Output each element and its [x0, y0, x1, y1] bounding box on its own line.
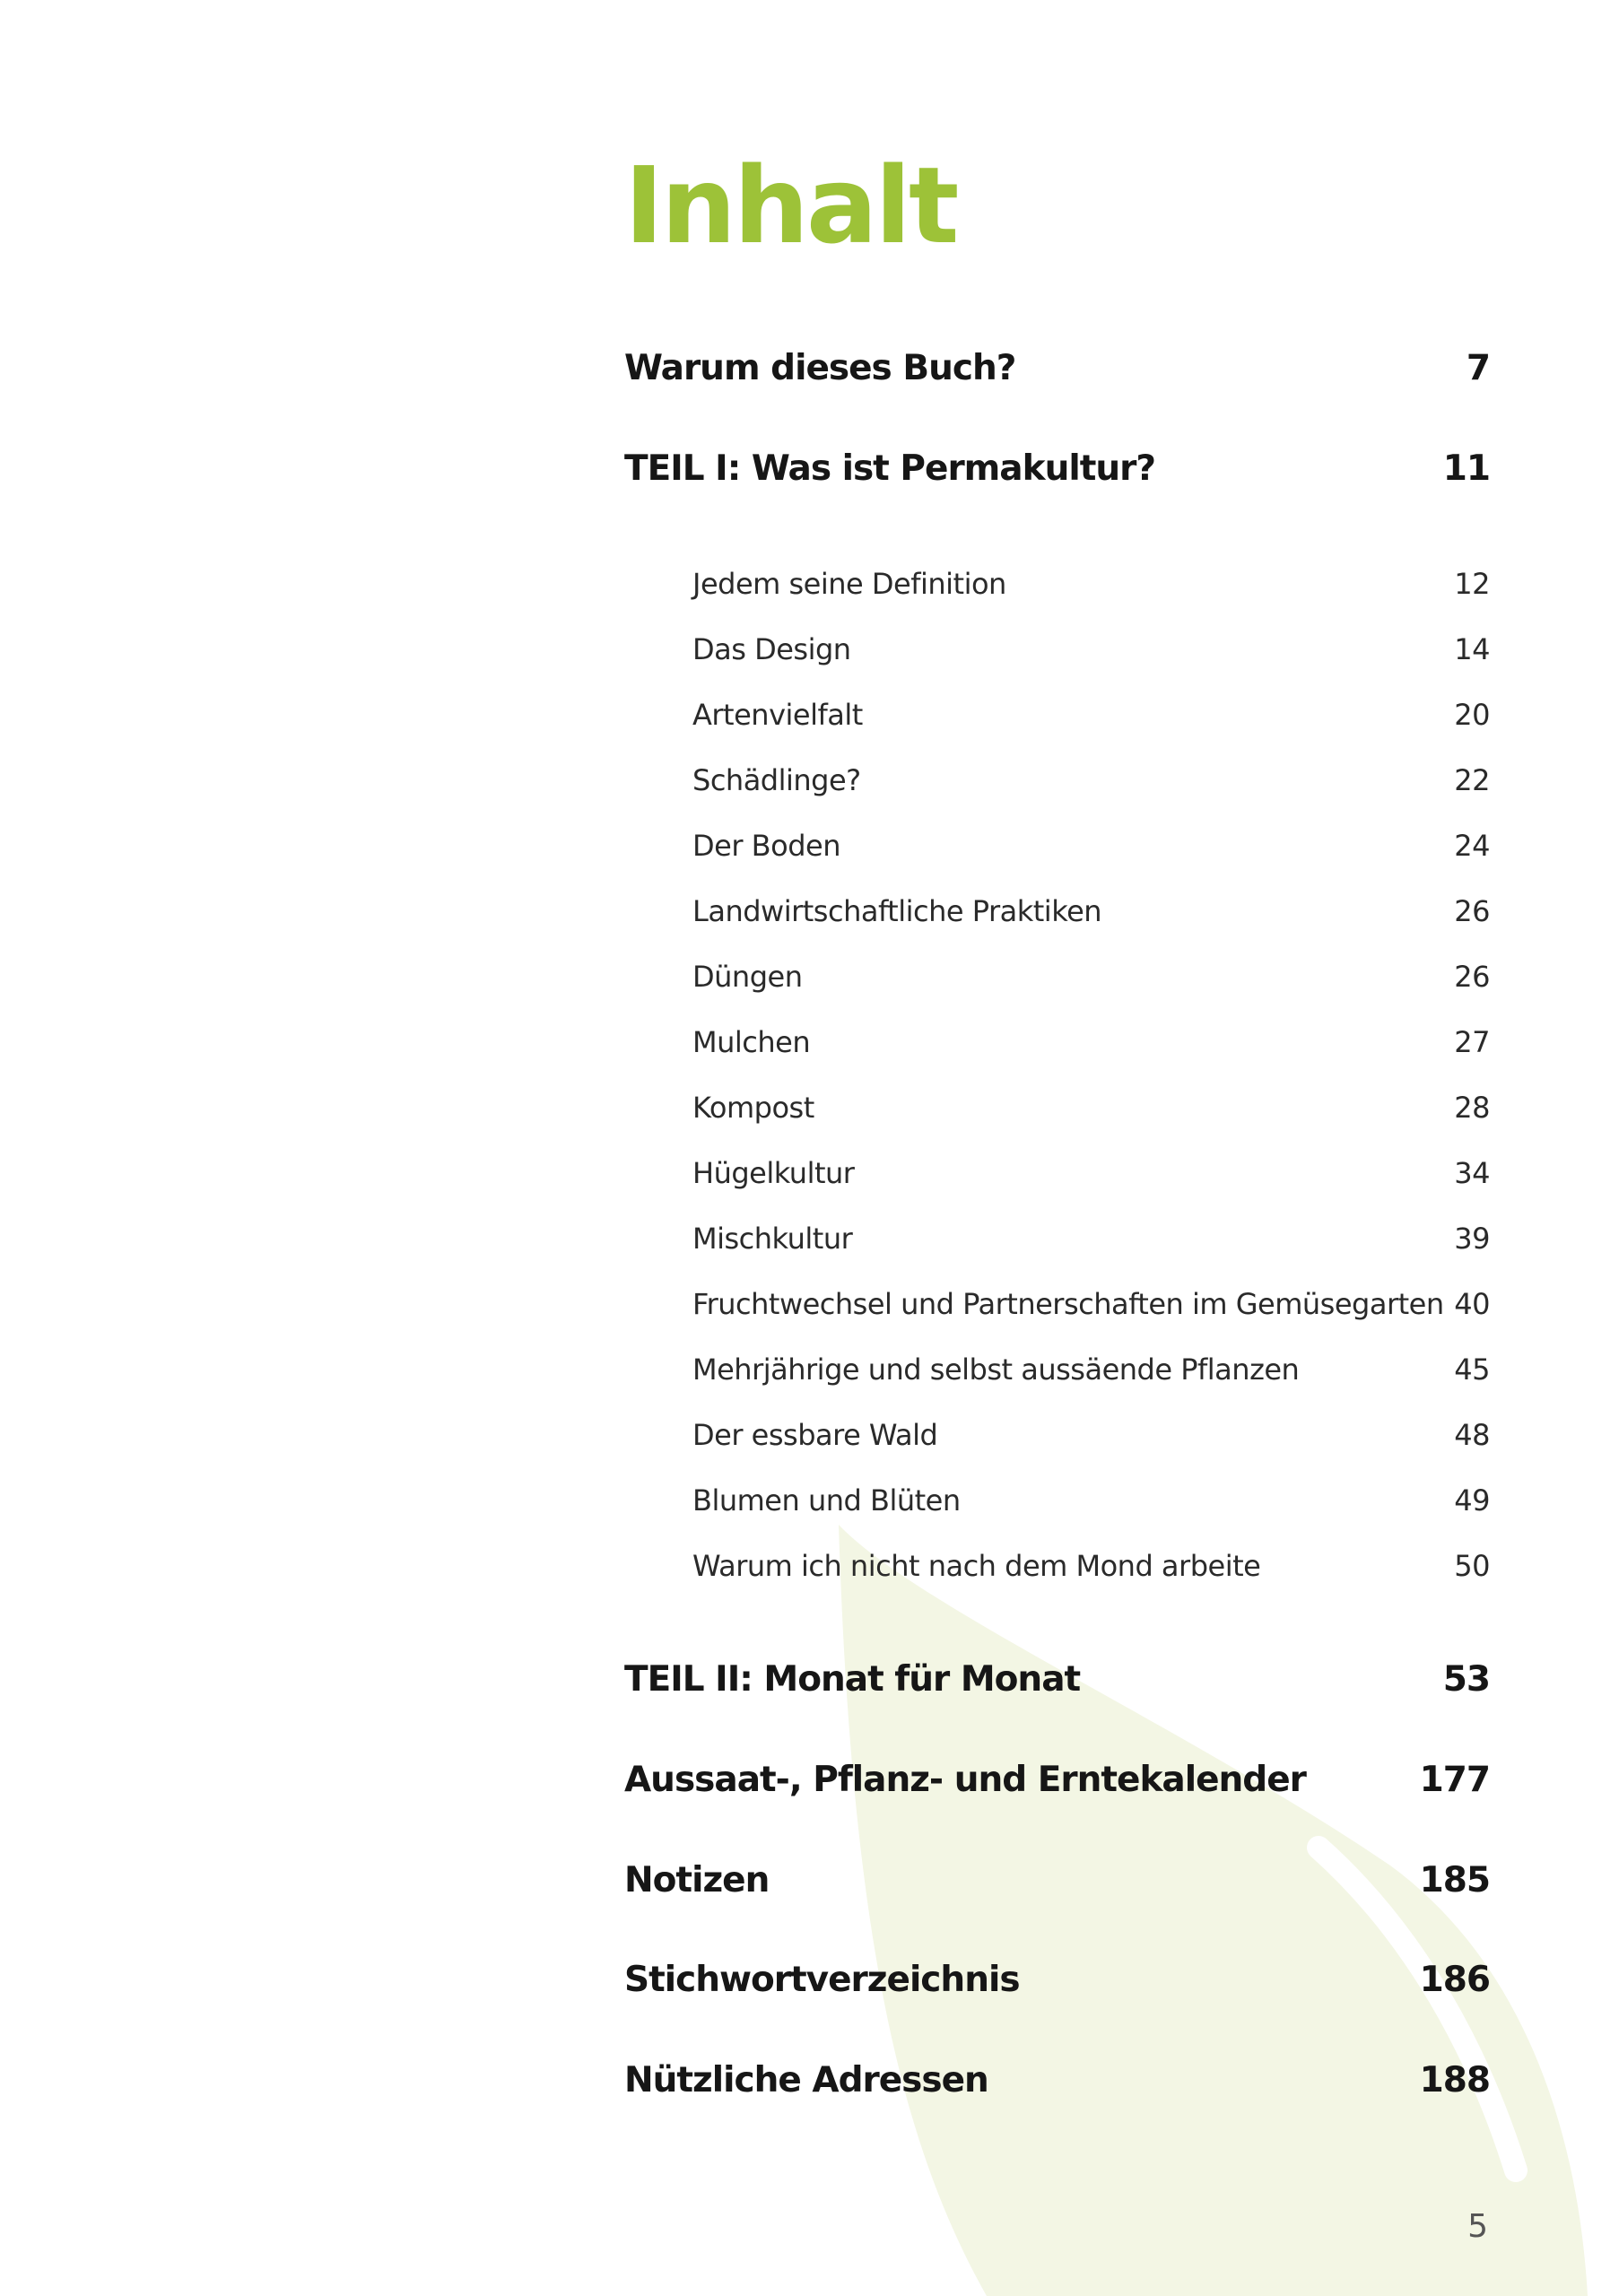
- toc-subentry-label: Schädlinge?: [692, 763, 861, 797]
- toc-subentry[interactable]: [692, 960, 1490, 994]
- toc-subentry-page: 26: [1454, 960, 1490, 994]
- toc-subentry[interactable]: [692, 567, 1490, 601]
- toc-subentry[interactable]: [692, 894, 1490, 928]
- toc-subentry-page: 24: [1454, 829, 1490, 863]
- toc-subentry-page: 34: [1454, 1156, 1490, 1190]
- toc-subentry[interactable]: [692, 1418, 1490, 1452]
- toc-subentry-page: 48: [1454, 1418, 1490, 1452]
- toc-entry-label: TEIL II: Monat für Monat: [624, 1659, 1081, 1700]
- toc-subentry-label: Landwirtschaftliche Praktiken: [692, 894, 1102, 928]
- toc-entry-part1[interactable]: [624, 448, 1490, 489]
- toc-subentry-page: 26: [1454, 894, 1490, 928]
- toc-subentry-label: Der essbare Wald: [692, 1418, 938, 1452]
- page-number: 5: [1467, 2208, 1488, 2245]
- toc-subentry[interactable]: [692, 1287, 1490, 1321]
- toc-subentry-label: Mulchen: [692, 1025, 811, 1059]
- toc-entry-addresses[interactable]: [624, 2060, 1490, 2100]
- page-title: Inhalt: [624, 144, 957, 267]
- toc-subentry-page: 27: [1454, 1025, 1490, 1059]
- toc-subentry-page: 12: [1454, 567, 1490, 601]
- toc-subentry-label: Mischkultur: [692, 1222, 853, 1256]
- toc-entry-label: Stichwortverzeichnis: [624, 1960, 1020, 2000]
- toc-entry-calendar[interactable]: [624, 1760, 1490, 1800]
- toc-subentry-page: 14: [1454, 632, 1490, 666]
- toc-subentry[interactable]: [692, 1549, 1490, 1583]
- toc-entry-page: 53: [1442, 1659, 1490, 1700]
- toc-subentry[interactable]: [692, 829, 1490, 863]
- toc-subentry[interactable]: [692, 1025, 1490, 1059]
- toc-subentry-page: 20: [1454, 698, 1490, 732]
- toc-entry-index[interactable]: [624, 1960, 1490, 2000]
- toc-subentry-label: Mehrjährige und selbst aussäende Pflanzen: [692, 1352, 1300, 1387]
- toc-subentry-label: Blumen und Blüten: [692, 1483, 961, 1518]
- toc-entry-page: 11: [1442, 448, 1490, 489]
- toc-entry-label: Notizen: [624, 1860, 770, 1900]
- toc-entry-page: 177: [1419, 1760, 1490, 1800]
- toc-subentry-label: Hügelkultur: [692, 1156, 855, 1190]
- toc-entry-label: Warum dieses Buch?: [624, 348, 1016, 388]
- toc-subentry-page: 39: [1454, 1222, 1490, 1256]
- toc-subentry[interactable]: [692, 763, 1490, 797]
- toc-entry-label: Nützliche Adressen: [624, 2060, 988, 2100]
- toc-subentry-page: 28: [1454, 1091, 1490, 1125]
- toc-entry-page: 7: [1466, 348, 1490, 388]
- toc-entry-page: 186: [1419, 1960, 1490, 2000]
- toc-subentry-label: Artenvielfalt: [692, 698, 863, 732]
- toc-subentry-label: Das Design: [692, 632, 851, 666]
- toc-subentry-page: 22: [1454, 763, 1490, 797]
- toc-subentry-label: Der Boden: [692, 829, 840, 863]
- toc-subentry[interactable]: [692, 632, 1490, 666]
- toc-subentry[interactable]: [692, 1091, 1490, 1125]
- toc-subentry[interactable]: [692, 1156, 1490, 1190]
- toc-subentry-label: Warum ich nicht nach dem Mond arbeite: [692, 1549, 1261, 1583]
- toc-subentry-label: Kompost: [692, 1091, 814, 1125]
- toc-subentry-label: Düngen: [692, 960, 803, 994]
- toc-subentry[interactable]: [692, 698, 1490, 732]
- toc-subentry-label: Jedem seine Definition: [692, 567, 1006, 601]
- toc-entry-label: Aussaat-, Pflanz- und Erntekalender: [624, 1760, 1306, 1800]
- toc-subentry[interactable]: [692, 1352, 1490, 1387]
- toc-subentry[interactable]: [692, 1483, 1490, 1518]
- toc-subentry-page: 45: [1454, 1352, 1490, 1387]
- toc-subentry-page: 49: [1454, 1483, 1490, 1518]
- toc-subentry-page: 50: [1454, 1549, 1490, 1583]
- toc-entry-label: TEIL I: Was ist Permakultur?: [624, 448, 1155, 489]
- toc-entry-part2[interactable]: [624, 1659, 1490, 1700]
- toc-subentry-page: 40: [1454, 1287, 1490, 1321]
- toc-entry-page: 185: [1419, 1860, 1490, 1900]
- toc-subentry[interactable]: [692, 1222, 1490, 1256]
- toc-entry-intro[interactable]: [624, 348, 1490, 388]
- toc-entry-page: 188: [1419, 2060, 1490, 2100]
- toc-entry-notes[interactable]: [624, 1860, 1490, 1900]
- toc-subentry-label: Fruchtwechsel und Partnerschaften im Gemüsegarten: [692, 1287, 1444, 1321]
